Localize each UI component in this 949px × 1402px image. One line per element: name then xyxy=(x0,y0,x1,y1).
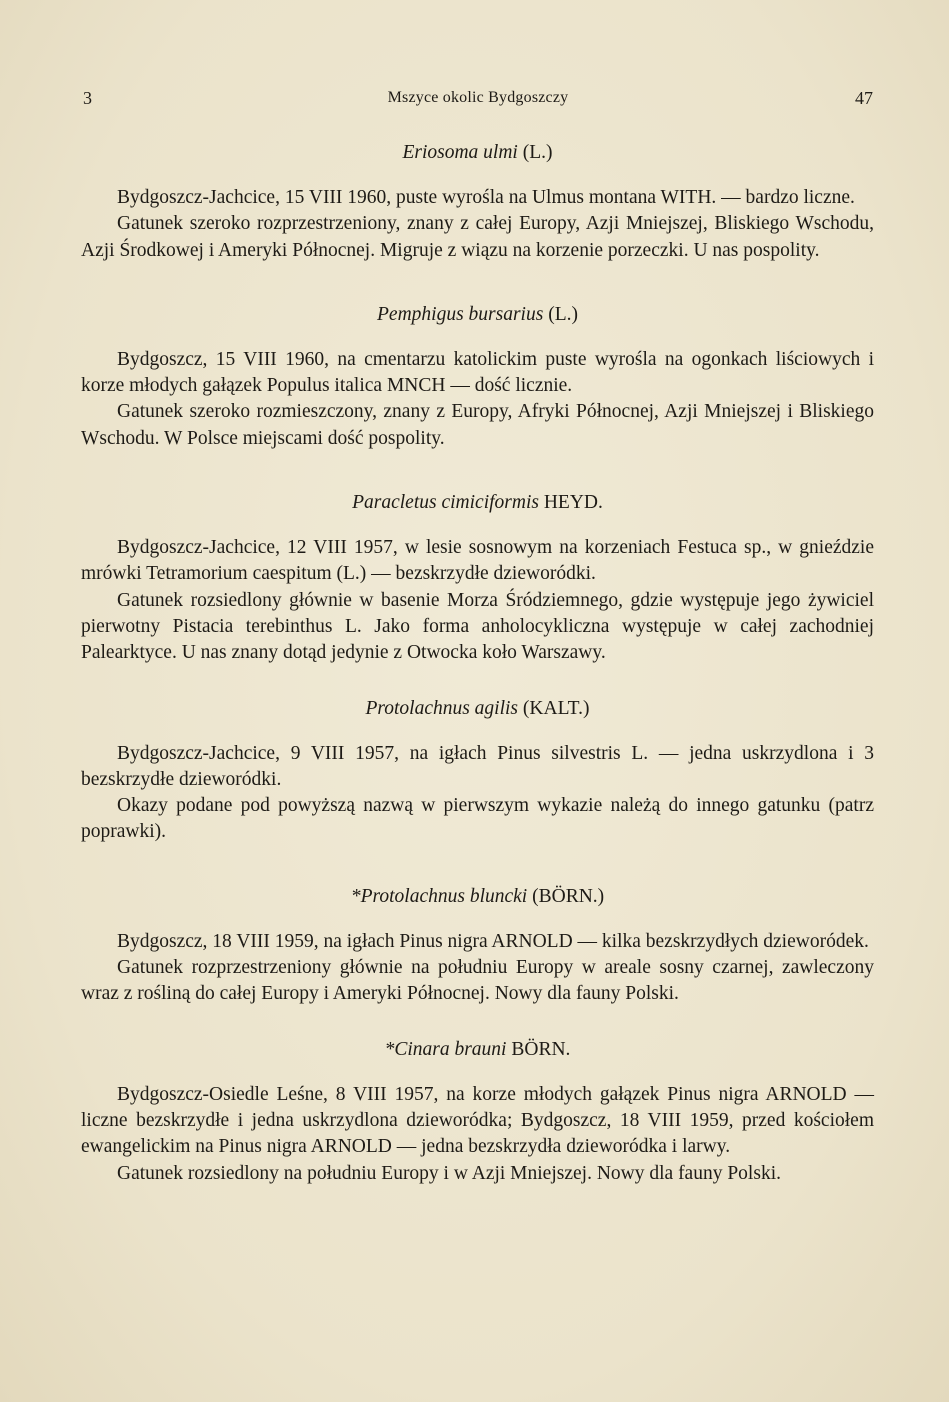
records-paragraph: Bydgoszcz-Jachcice, 15 VIII 1960, puste wyrośla na Ulmus montana WITH. — bardzo liczne. xyxy=(117,187,855,208)
taxon-author: (L.) xyxy=(522,142,553,163)
section-heading xyxy=(81,490,874,516)
taxon-author: (KALT.) xyxy=(522,697,590,719)
taxon-author: (L.) xyxy=(548,303,578,325)
distribution-paragraph: Okazy podane pod powyższą nazwą w pierwszym wykazie należą do innego gatunku (patrz poprawki). xyxy=(81,795,874,843)
distribution-paragraph: Gatunek rozsiedlony głównie w basenie Morza Śródziemnego, gdzie występuje jego żywiciel pierwotny Pistacia terebinthus L. Jako forma anholocykliczna występuje w całej zachodniej Palearktyce. U nas znany dotąd jedynie z Otwocka koło Warszawy. xyxy=(81,589,874,664)
left-page-number: 3 xyxy=(83,88,92,108)
records-paragraph: Bydgoszcz-Jachcice, 12 VIII 1957, w lesie sosnowym na korzeniach Festuca sp., w gnieździe mrówki Tetramorium caespitum (L.) — bezskrzydłe dzieworódki. xyxy=(81,537,874,585)
taxon-name: Pemphigus bursarius xyxy=(377,303,544,325)
taxon-author: HEYD. xyxy=(543,492,603,514)
records-paragraph: Bydgoszcz-Osiedle Leśne, 8 VIII 1957, na korze młodych gałązek Pinus nigra ARNOLD — liczne bezskrzydłe i jedna uskrzydlona dzieworódka; Bydgoszcz, 18 VIII 1959, przed kościołem ewangelickim na Pinus nigra ARNOLD — jedna bezskrzydła dzieworódka i larwy. xyxy=(81,1083,874,1158)
section-heading xyxy=(81,884,874,910)
section-heading xyxy=(81,302,874,328)
records-paragraph: Bydgoszcz, 15 VIII 1960, na cmentarzu katolickim puste wyrośla na ogonkach liściowych i korze młodych gałązek Populus italica MNCH — dość licznie. xyxy=(81,348,874,397)
distribution-paragraph: Gatunek szeroko rozmieszczony, znany z Europy, Afryki Północnej, Azji Mniejszej i Bliskiego Wschodu. W Polsce miejscami dość pospolity. xyxy=(81,401,874,449)
taxon-name: Paracletus cimiciformis xyxy=(352,492,539,514)
records-paragraph: Bydgoszcz, 18 VIII 1959, na igłach Pinus nigra ARNOLD — kilka bezskrzydłych dzieworódek. xyxy=(117,930,869,952)
taxon-author: (BÖRN.) xyxy=(532,885,605,907)
running-title: Mszyce okolic Bydgoszczy xyxy=(387,89,569,106)
section-heading xyxy=(81,140,874,166)
taxon-author: BÖRN. xyxy=(511,1038,571,1060)
section-heading xyxy=(81,696,874,722)
taxon-name: *Cinara brauni xyxy=(384,1038,507,1060)
distribution-paragraph: Gatunek rozsiedlony na południu Europy i w Azji Mniejszej. Nowy dla fauny Polski. xyxy=(117,1162,781,1184)
section-heading xyxy=(81,1037,874,1063)
distribution-paragraph: Gatunek rozprzestrzeniony głównie na południu Europy w areale sosny czarnej, zawleczony wraz z rośliną do całej Europy i Ameryki Północnej. Nowy dla fauny Polski. xyxy=(81,957,874,1005)
taxon-name: Eriosoma ulmi xyxy=(402,142,518,163)
page-header xyxy=(83,88,873,114)
distribution-paragraph: Gatunek szeroko rozprzestrzeniony, znany z całej Europy, Azji Mniejszej, Bliskiego Wschodu, Azji Środkowej i Ameryki Północnej. Migruje z wiązu na korzenie porzeczki. U nas pospolity. xyxy=(81,213,874,261)
taxon-name: Protolachnus agilis xyxy=(365,697,519,719)
taxon-name: *Protolachnus bluncki xyxy=(350,885,528,907)
document-body xyxy=(81,140,874,1187)
right-page-number: 47 xyxy=(855,88,873,108)
records-paragraph: Bydgoszcz-Jachcice, 9 VIII 1957, na igłach Pinus silvestris L. — jedna uskrzydlona i 3 bezskrzydłe dzieworódki. xyxy=(81,742,874,790)
